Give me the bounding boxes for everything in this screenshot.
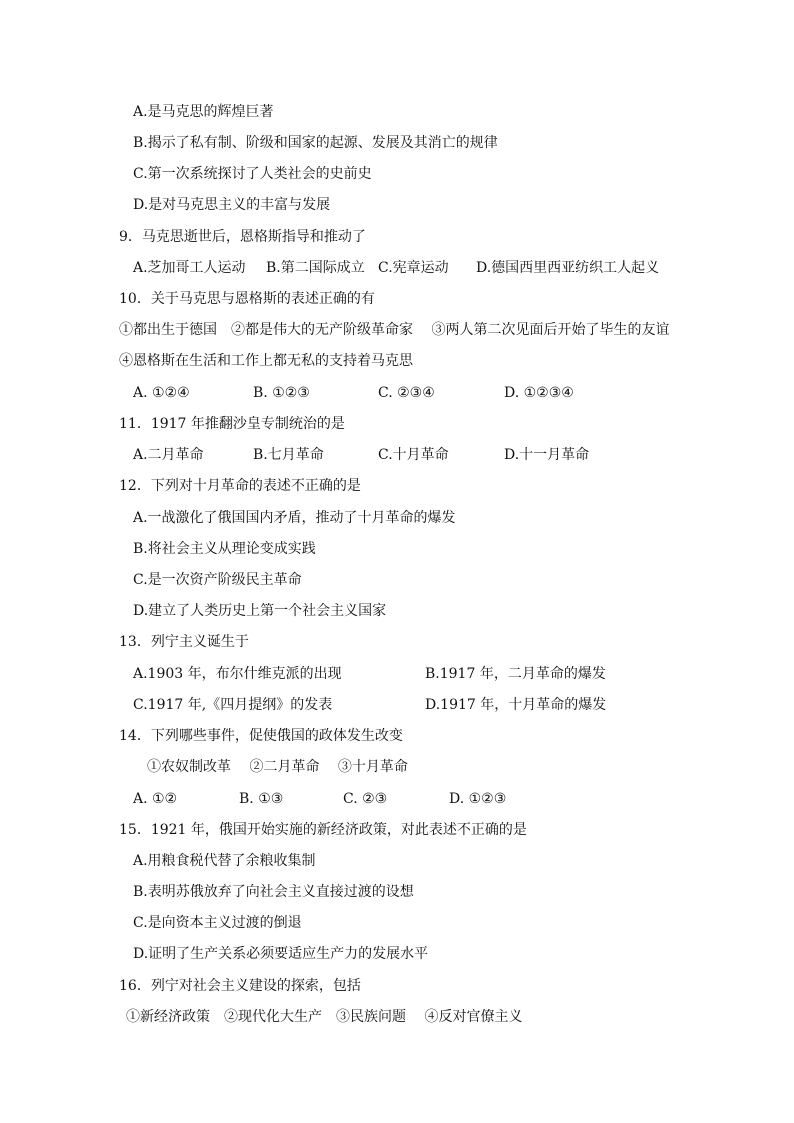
q10-option-d: D. ①②③④ [504, 385, 574, 401]
q12-option-d: D.建立了人类历史上第一个社会主义国家 [133, 603, 387, 619]
q9-stem: 9．马克思逝世后，恩格斯指导和推动了 [119, 229, 366, 245]
q13-option-d: D.1917 年，十月革命的爆发 [425, 697, 607, 713]
q12-stem: 12．下列对十月革命的表述不正确的是 [119, 478, 361, 494]
q9-option-b: B.第二国际成立 [266, 260, 365, 276]
q10-statements-2: ④恩格斯在生活和工作上都无私的支持着马克思 [119, 353, 413, 369]
q8-option-c: C.第一次系统探讨了人类社会的史前史 [133, 166, 372, 182]
q15-option-a: A.用粮食税代替了余粮收集制 [133, 853, 316, 869]
q14-option-c: C. ②③ [343, 791, 388, 807]
q10-option-c: C. ②③④ [378, 385, 435, 401]
q16-stem: 16．列宁对社会主义建设的探索，包括 [119, 978, 361, 994]
q10-option-a: A. ①②④ [133, 385, 190, 401]
q11-option-c: C.十月革命 [378, 447, 449, 463]
q12-option-a: A.一战激化了俄国国内矛盾，推动了十月革命的爆发 [133, 510, 456, 526]
q14-statements: ①农奴制改革 ②二月革命 ③十月革命 [147, 759, 408, 775]
q8-option-d: D.是对马克思主义的丰富与发展 [133, 197, 331, 213]
q9-option-c: C.宪章运动 [378, 260, 449, 276]
q12-option-b: B.将社会主义从理论变成实践 [133, 541, 316, 557]
q16-statements: ①新经济政策 ②现代化大生产 ③民族问题 ④反对官僚主义 [126, 1009, 523, 1025]
q15-option-b: B.表明苏俄放弃了向社会主义直接过渡的设想 [133, 884, 414, 900]
q10-statements-1: ①都出生于德国 ②都是伟大的无产阶级革命家 ③两人第二次见面后开始了毕生的友谊 [119, 322, 670, 338]
q10-stem: 10．关于马克思与恩格斯的表述正确的有 [119, 291, 375, 307]
q9-option-a: A.芝加哥工人运动 [133, 260, 246, 276]
q15-option-c: C.是向资本主义过渡的倒退 [133, 915, 302, 931]
q15-option-d: D.证明了生产关系必须要适应生产力的发展水平 [133, 946, 429, 962]
q14-stem: 14．下列哪些事件，促使俄国的政体发生改变 [119, 728, 403, 744]
q13-option-c: C.1917 年,《四月提纲》的发表 [133, 697, 333, 713]
q12-option-c: C.是一次资产阶级民主革命 [133, 572, 302, 588]
q14-option-d: D. ①②③ [449, 791, 507, 807]
q9-option-d: D.德国西里西亚纺织工人起义 [476, 260, 660, 276]
q14-option-a: A. ①② [133, 791, 178, 807]
q11-option-b: B.七月革命 [253, 447, 324, 463]
q11-option-a: A.二月革命 [133, 447, 204, 463]
q8-option-b: B.揭示了私有制、阶级和国家的起源、发展及其消亡的规律 [133, 135, 498, 151]
q11-option-d: D.十一月革命 [504, 447, 590, 463]
q15-stem: 15．1921 年，俄国开始实施的新经济政策，对此表述不正确的是 [119, 822, 527, 838]
q11-stem: 11．1917 年推翻沙皇专制统治的是 [119, 416, 345, 432]
q13-stem: 13．列宁主义诞生于 [119, 634, 249, 650]
q13-option-a: A.1903 年，布尔什维克派的出现 [133, 666, 342, 682]
q10-option-b: B. ①②③ [253, 385, 310, 401]
q8-option-a: A.是马克思的辉煌巨著 [133, 104, 274, 120]
q13-option-b: B.1917 年，二月革命的爆发 [425, 666, 606, 682]
q14-option-b: B. ①③ [239, 791, 284, 807]
